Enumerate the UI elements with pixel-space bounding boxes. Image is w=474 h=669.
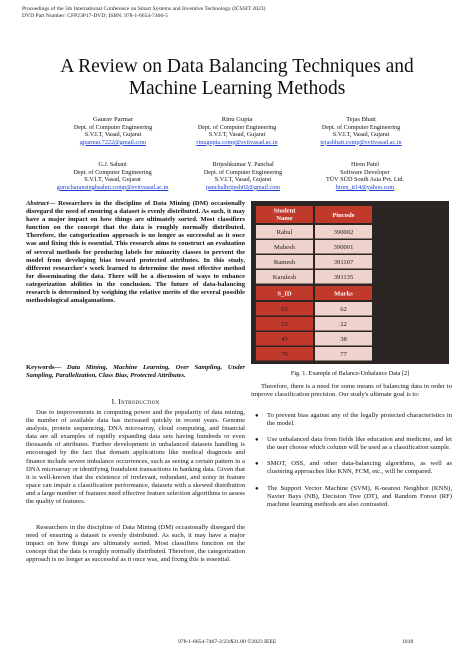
author-name: Gaurav Parmar bbox=[92, 116, 134, 123]
author-email[interactable]: hiren_it14@yahoo.com bbox=[335, 183, 395, 191]
bullet-text: To prevent bias against any of the legally protected characteristics in the model. bbox=[267, 412, 452, 428]
author-dept: Dept. of Computer Engineering bbox=[203, 168, 283, 176]
keywords bbox=[26, 364, 245, 380]
header-label-marks: Marks bbox=[334, 290, 353, 298]
paper-title-line-1: A Review on Data Balancing Techniques and bbox=[60, 56, 414, 77]
table-cell-marks: 38 bbox=[340, 336, 347, 344]
author-email[interactable]: tejasbhatt.comp@svitvasad.ac.in bbox=[320, 138, 402, 146]
paper-title-line-2: Machine Learning Methods bbox=[128, 78, 346, 99]
header-label-name: Name bbox=[276, 215, 293, 222]
author-inst: S.V.I.T, Vasad, Gujarat bbox=[84, 176, 141, 184]
table-cell-sid: 43 bbox=[281, 336, 288, 344]
bullet-text: The Support Vector Machine (SVM), K-nearest Neighbor (KNN), Navier Bays (NB), Decision Tree (DT), and Random Forest (RF) machine learning methods are also contrasted. bbox=[267, 484, 452, 508]
abstract-lead: Abstract— bbox=[26, 200, 56, 207]
table-cell-name: Mahesh bbox=[274, 244, 295, 252]
keywords-lead: Keywords— bbox=[26, 364, 62, 371]
table-cell-marks: 62 bbox=[340, 306, 347, 314]
list-item bbox=[251, 412, 452, 428]
author-email[interactable]: gurucharansinghsahni.comp@svitvasad.ac.in bbox=[56, 183, 169, 191]
proceedings-header bbox=[22, 6, 265, 20]
paper-title bbox=[0, 56, 474, 100]
bullet-icon: ● bbox=[255, 413, 259, 419]
author-inst: S.V.I.T, Vasad, Gujarat bbox=[332, 131, 390, 139]
goal-bullet-list bbox=[251, 412, 452, 517]
author-name: Tejas Bhatt bbox=[346, 116, 376, 123]
table-cell-marks: 77 bbox=[340, 351, 347, 359]
section-heading: I. Introduction bbox=[111, 397, 160, 406]
bullet-text: SMOT, OSS, and other data-balancing algorithms, as well as clustering approaches like KNN, FCM, etc., will be compared. bbox=[267, 460, 452, 476]
list-item bbox=[251, 436, 452, 452]
table-cell-marks: 22 bbox=[340, 321, 347, 329]
bullet-text: Use unbalanced data from fields like education and medicine, and let the user choose which column will be used as a classification sample. bbox=[267, 436, 452, 452]
intro-paragraph-1: Due to improvements in computing power and the popularity of data mining, the number of available data has increased quickly in recent years. Genome analysis, protein sequencing, DNA microarray, cloud computing, and financial data are all examples of rapidly expanding data sets having hundreds or even thousands of attributes. Further development in unbalanced datasets handling is encouraged by the fact that domain applications like medical diagnosis and finance include severe imbalance occurrences, such as seeing a certain pattern in a DNA microarray or identifying fraudulent transactions in banking data. Given that it is well-known that the existence of irrelevant, redundant, and noisy in feature space can impair a classification performance, datasets with a skewed distribution and a large number of features need effective feature selection algorithms to assess the quality of features. bbox=[26, 409, 245, 506]
author-name: Brijeshkumar Y. Panchal bbox=[212, 161, 274, 168]
page-number: 1018 bbox=[402, 639, 414, 645]
table-cell-pincode: 391135 bbox=[333, 274, 354, 282]
author-email[interactable]: gparmar.7222@gmail.com bbox=[79, 138, 147, 146]
author-inst: TÜV SÜD South Asia Pvt. Ltd. bbox=[325, 176, 405, 184]
bullet-icon: ● bbox=[255, 437, 259, 444]
figure-caption: Fig. 1. Example of Balance-Unbalance Data [2] bbox=[290, 370, 410, 377]
author-dept: Dept. of Computer Engineering bbox=[321, 123, 401, 131]
author-inst: S.V.I.T, Vasad, Gujarat bbox=[214, 176, 272, 184]
author-dept: Dept. of Computer Engineering bbox=[197, 123, 277, 131]
table-cell-name: Karalesh bbox=[272, 274, 297, 282]
proceedings-line-2: DVD Part Number: CFP23P17-DVD; ISBN: 978-1-6654-7466-5 bbox=[22, 13, 168, 20]
author-dept: Dept. of Computer Engineering bbox=[73, 123, 153, 131]
author-dept: Dept. of Computer Engineering bbox=[73, 168, 152, 176]
keywords-body: Data Mining, Machine Learning, Over Sampling, Under Sampling, Parallelization, Class Bias, Protected Attributes. bbox=[26, 364, 245, 380]
proceedings-line-1: Proceedings of the 5th International Conference on Smart Systems and Inventive Technology (ICSSIT 2023) bbox=[22, 6, 266, 12]
author-name: G.J. Sahani bbox=[98, 161, 127, 168]
author-name: Rinu Gupta bbox=[221, 116, 253, 123]
author-inst: S.V.I.T, Vasad, Gujarat bbox=[208, 131, 266, 139]
figure-balance-unbalance bbox=[251, 201, 449, 364]
intro-paragraph-2: Researchers in the discipline of Data Mining (DM) occasionally disregard the need of ensuring a dataset is evenly distributed. As such, it may have a major impact on how things are ultimately sorted. Most classifiers function on the concept that the data is roughly normally distributed. Therefore, the categorization approach is no longer as successful as it once was, and fixing this is essential. bbox=[26, 524, 245, 564]
header-label-student: Student bbox=[273, 207, 296, 215]
author-block bbox=[286, 116, 436, 146]
table-cell-sid: 15 bbox=[281, 321, 288, 329]
list-item bbox=[251, 460, 452, 476]
table-cell-pincode: 390002 bbox=[333, 229, 354, 237]
table-cell-pincode: 391107 bbox=[333, 259, 354, 267]
author-dept: Software Developer bbox=[340, 168, 390, 176]
right-paragraph: Therefore, there is a need for some means of balancing data in order to improve classification precision. Our study's ultimate goal is to: bbox=[251, 383, 452, 399]
footer-copyright: 978-1-6654-7467-2/23/$31.00 ©2023 IEEE bbox=[178, 639, 277, 645]
author-email[interactable]: panchalbrijesh02@gmail.com bbox=[205, 183, 281, 191]
header-label-sid: S_ID bbox=[277, 290, 292, 298]
bullet-icon: ● bbox=[255, 461, 259, 468]
table-cell-name: Ramesh bbox=[273, 259, 296, 267]
author-name: Hiren Patel bbox=[350, 161, 379, 168]
table-cell-sid: 65 bbox=[281, 306, 288, 314]
table-cell-sid: 79 bbox=[281, 351, 288, 359]
header-label-pincode: Pincode bbox=[332, 212, 355, 219]
abstract bbox=[26, 200, 245, 305]
author-block bbox=[290, 161, 440, 191]
table-cell-pincode: 390001 bbox=[333, 244, 354, 252]
bullet-icon: ● bbox=[255, 485, 259, 492]
author-inst: S.V.I.T, Vasad, Gujarat bbox=[84, 131, 142, 139]
table-cell-name: Rahul bbox=[276, 229, 293, 237]
abstract-body: Researchers in the discipline of Data Mining (DM) occasionally disregard the need of ensuring a dataset is evenly distributed. As such, it may have a major impact on how things are ultimately sorted. Most classifiers function on the concept that the data is roughly normally distributed. Therefore, the categorization approach is no longer as successful as it once was and fixing this is essential. This research aims to construct an evaluation of several methods for producing labels for minority classes to prevent the model from developing bias toward protected attributes. In this study, different researcher's work learned to determine the most effective method for disseminating the data. There will be a discussion of ways to enhance categorization abilities in the conclusion. The future of data-balancing research is determined by weighing the relative merits of the several possible methodological amalgamations. bbox=[26, 200, 245, 305]
figure-tables-svg bbox=[251, 201, 449, 364]
author-email[interactable]: rinugupta.comp@svitvasad.ac.in bbox=[196, 138, 278, 146]
list-item bbox=[251, 485, 452, 509]
